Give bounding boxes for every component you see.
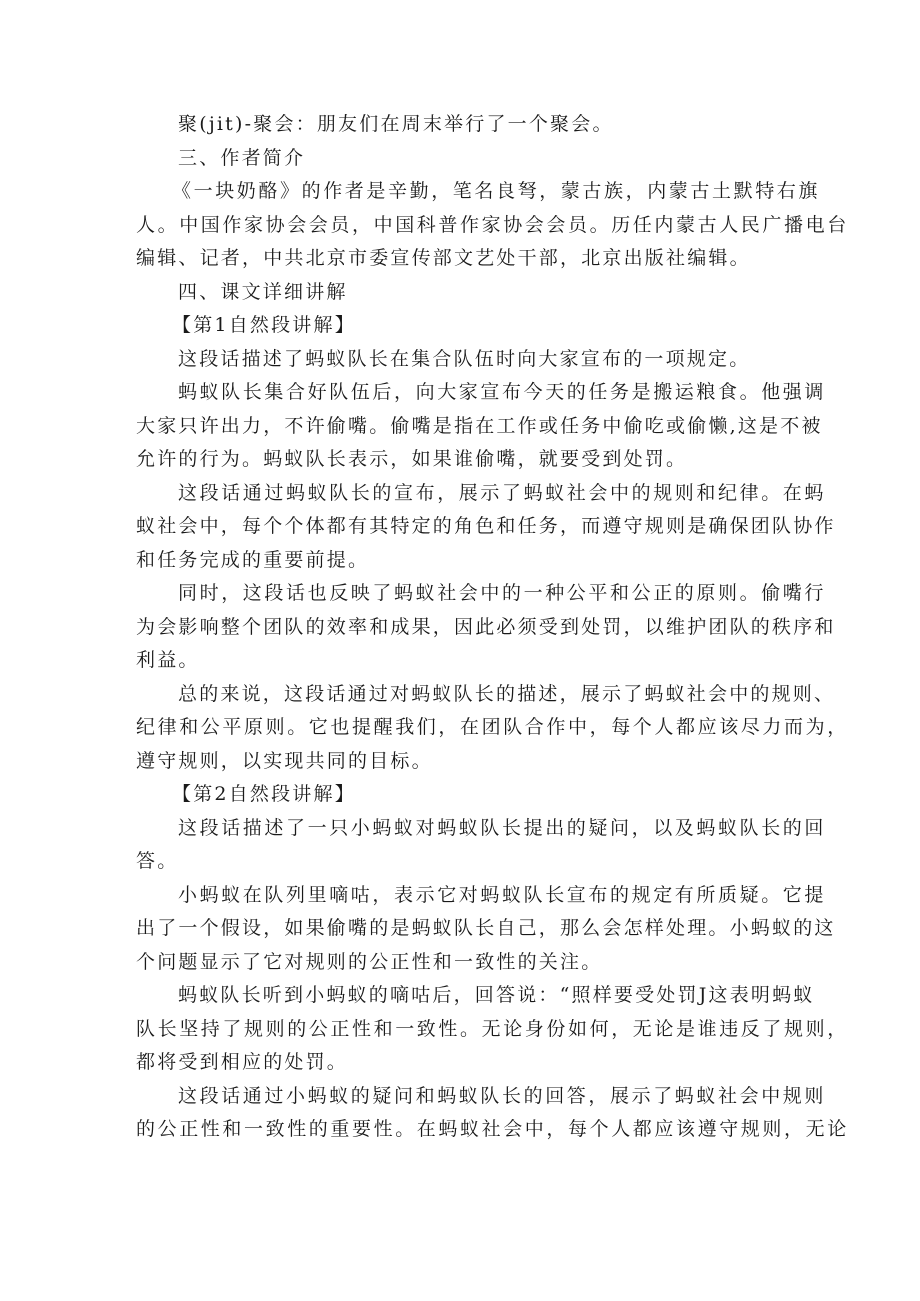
paragraph-line: 这段话描述了蚂蚁队长在集合队伍时向大家宣布的一项规定。	[178, 347, 751, 370]
subheading-paragraph-2: 【第2自然段讲解】	[172, 783, 356, 805]
paragraph-line: 这段话通过小蚂蚁的疑问和蚂蚁队长的回答，展示了蚂蚁社会中规则	[178, 1084, 827, 1107]
paragraph-line: 个问题显示了它对规则的公正性和一致性的关注。	[136, 950, 603, 973]
paragraph-line: 遵守规则，以实现共同的目标。	[136, 749, 433, 772]
paragraph-line: 小蚂蚁在队列里嘀咕，表示它对蚂蚁队长宣布的规定有所质疑。它提	[178, 883, 827, 906]
paragraph-line: 和任务完成的重要前提。	[136, 548, 370, 571]
paragraph-line: 纪律和公平原则。它也提醒我们，在团队合作中，每个人都应该尽力而为，	[136, 716, 849, 738]
paragraph-line: 同时，这段话也反映了蚂蚁社会中的一种公平和公正的原则。偷嘴行	[178, 582, 827, 604]
paragraph-line: 蚁社会中，每个个体都有其特定的角色和任务，而遵守规则是确保团队协作	[136, 515, 836, 537]
paragraph-line: 编辑、记者，中共北京市委宣传部文艺处干部，北京出版社编辑。	[136, 247, 751, 269]
paragraph-line: 利益。	[136, 649, 200, 671]
section-heading-lesson: 四、课文详细讲解	[178, 280, 348, 303]
paragraph-line: 总的来说，这段话通过对蚂蚁队长的描述，展示了蚂蚁社会中的规则、	[178, 682, 836, 705]
paragraph-line: 大家只许出力，不许偷嘴。偷嘴是指在工作或任务中偷吃或偷懒,这是不被	[136, 414, 823, 437]
paragraph-line: 答。	[136, 850, 179, 872]
paragraph-line: 这段话通过蚂蚁队长的宣布，展示了蚂蚁社会中的规则和纪律。在蚂	[178, 481, 827, 504]
paragraph-line: 人。中国作家协会会员，中国科普作家协会会员。历任内蒙古人民广播电台	[136, 213, 849, 236]
paragraph-line: 的公正性和一致性的重要性。在蚂蚁社会中，每个人都应该遵守规则，无论	[136, 1118, 849, 1140]
section-heading-author: 三、作者简介	[178, 146, 306, 169]
paragraph-line: 蚂蚁队长集合好队伍后，向大家宣布今天的任务是搬运粮食。他强调	[178, 381, 827, 403]
paragraph-line: 允许的行为。蚂蚁队长表示，如果谁偷嘴，就要受到处罚。	[136, 448, 688, 470]
paragraph-line: 这段话描述了一只小蚂蚁对蚂蚁队长提出的疑问，以及蚂蚁队长的回	[178, 816, 827, 839]
document-page	[136, 108, 849, 1147]
paragraph-line: 《一块奶酪》的作者是辛勤，笔名良弩，蒙古族，内蒙古土默特右旗	[172, 180, 821, 202]
paragraph-line: 出了一个假设，如果偷嘴的是蚂蚁队长自己，那么会怎样处理。小蚂蚁的这	[136, 917, 836, 939]
paragraph-line: 都将受到相应的处罚。	[136, 1051, 349, 1073]
vocab-line: 聚(jit)-聚会：朋友们在周末举行了一个聚会。	[178, 113, 614, 135]
paragraph-line: 为会影响整个团队的效率和成果，因此必须受到处罚，以维护团队的秩序和	[136, 615, 836, 638]
paragraph-line: 蚂蚁队长听到小蚂蚁的嘀咕后，回答说：“照样要受处罚J这表明蚂蚁	[178, 984, 815, 1006]
subheading-paragraph-1: 【第1自然段讲解】	[172, 314, 356, 336]
paragraph-line: 队长坚持了规则的公正性和一致性。无论身份如何，无论是谁违反了规则，	[136, 1017, 849, 1040]
